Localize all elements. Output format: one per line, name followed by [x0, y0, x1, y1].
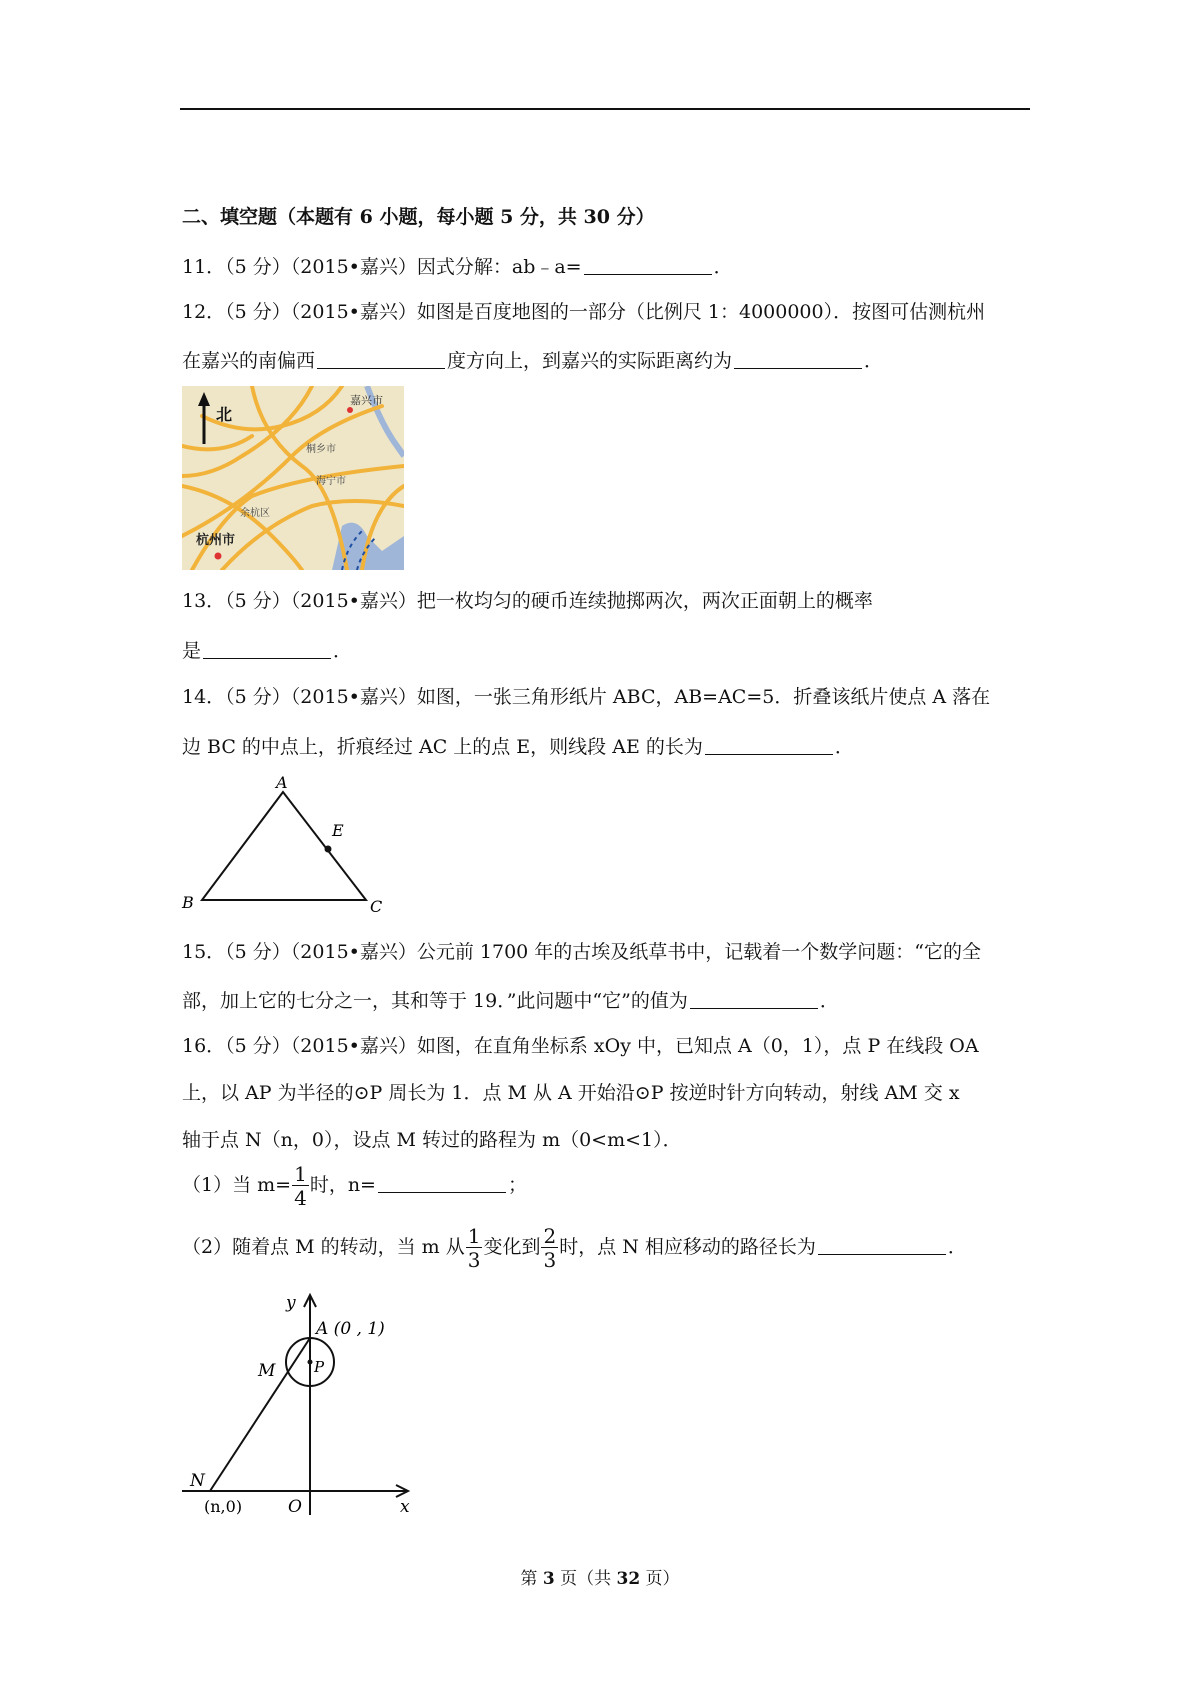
baidu-map-figure — [182, 386, 404, 570]
label-m: M — [258, 1361, 276, 1381]
question-14-line1: 14．（5 分）（2015•嘉兴）如图，一张三角形纸片 ABC，AB=AC=5．折叠该纸片使点 A 落在 — [182, 686, 991, 708]
question-16-part1: （1）当 m= $\frac{1}{4}$ 时，n= ； — [182, 1162, 527, 1210]
page-footer: 第 3 页（共 32 页） — [520, 1569, 680, 1589]
label-hangzhou: 杭州市 — [196, 533, 236, 548]
fraction-one-third: $\frac{1}{3}$ — [467, 1224, 481, 1272]
answer-blank — [818, 1236, 946, 1255]
label-p: P — [314, 1358, 325, 1376]
answer-blank — [584, 256, 712, 275]
question-11: 11．（5 分）（2015•嘉兴）因式分解：ab﹣a= ． — [182, 256, 733, 278]
label-x: x — [400, 1497, 410, 1517]
label-a: A — [276, 773, 288, 792]
label-n-coord: (n,0) — [204, 1497, 243, 1516]
answer-blank — [203, 640, 331, 659]
q11-text: 11．（5 分）（2015•嘉兴）因式分解：ab﹣a= — [182, 256, 582, 278]
question-12-line1: 12．（5 分）（2015•嘉兴）如图是百度地图的一部分（比例尺 1：4000000）．按图可估测杭州 — [182, 301, 986, 323]
label-o: O — [288, 1497, 302, 1517]
label-a-coord: A (0 , 1) — [316, 1319, 385, 1339]
total-pages: 32 — [616, 1569, 641, 1589]
point-e — [325, 846, 332, 853]
header-rule — [180, 108, 1030, 110]
label-n: N — [190, 1471, 205, 1491]
question-12-line2: 在嘉兴的南偏西 度方向上，到嘉兴的实际距离约为 ． — [182, 350, 884, 372]
answer-blank — [378, 1174, 506, 1193]
fraction-one-quarter: $\frac{1}{4}$ — [294, 1162, 307, 1210]
coordinate-figure — [182, 1290, 422, 1520]
question-14-line2: 边 BC 的中点上，折痕经过 AC 上的点 E，则线段 AE 的长为 ． — [182, 736, 854, 758]
label-tongxiang: 桐乡市 — [306, 444, 336, 455]
question-16-part2: （2）随着点 M 的转动，当 m 从 $\frac{1}{3}$ 变化到 $\frac{2}{3}$ 时，点 N 相应移动的路径长为 ． — [182, 1224, 967, 1272]
label-y: y — [286, 1293, 296, 1313]
question-13-line2: 是 ． — [182, 640, 353, 662]
north-label: 北 — [216, 405, 233, 424]
label-jiaxing: 嘉兴市 — [350, 394, 383, 407]
question-16-line1: 16．（5 分）（2015•嘉兴）如图，在直角坐标系 xOy 中，已知点 A（0，1），点 P 在线段 OA — [182, 1035, 979, 1057]
current-page: 3 — [542, 1569, 555, 1589]
answer-blank — [317, 350, 445, 369]
label-b: B — [182, 893, 194, 912]
question-16-line3: 轴于点 N（n，0），设点 M 转过的路程为 m（0<m<1）． — [182, 1129, 682, 1151]
point-p — [308, 1360, 313, 1365]
label-e: E — [332, 821, 344, 840]
triangle-abc — [202, 792, 366, 900]
question-15-line1: 15．（5 分）（2015•嘉兴）公元前 1700 年的古埃及纸草书中，记载着一个数学问题：“它的全 — [182, 941, 982, 963]
triangle-figure — [180, 768, 390, 918]
question-15-line2: 部，加上它的七分之一，其和等于 19．”此问题中“它”的值为 ． — [182, 990, 839, 1012]
label-haining: 海宁市 — [316, 476, 346, 487]
label-yuhang: 余杭区 — [240, 508, 270, 519]
fraction-two-thirds: $\frac{2}{3}$ — [543, 1224, 557, 1272]
answer-blank — [690, 990, 818, 1009]
question-13-line1: 13．（5 分）（2015•嘉兴）把一枚均匀的硬币连续抛掷两次，两次正面朝上的概率 — [182, 590, 873, 612]
section-title: 二、填空题（本题有 6 小题，每小题 5 分，共 30 分） — [182, 206, 655, 228]
answer-blank — [734, 350, 862, 369]
label-c: C — [370, 897, 383, 916]
answer-blank — [705, 736, 833, 755]
question-16-line2: 上，以 AP 为半径的⊙P 周长为 1．点 M 从 A 开始沿⊙P 按逆时针方向转动，射线 AM 交 x — [182, 1082, 960, 1104]
